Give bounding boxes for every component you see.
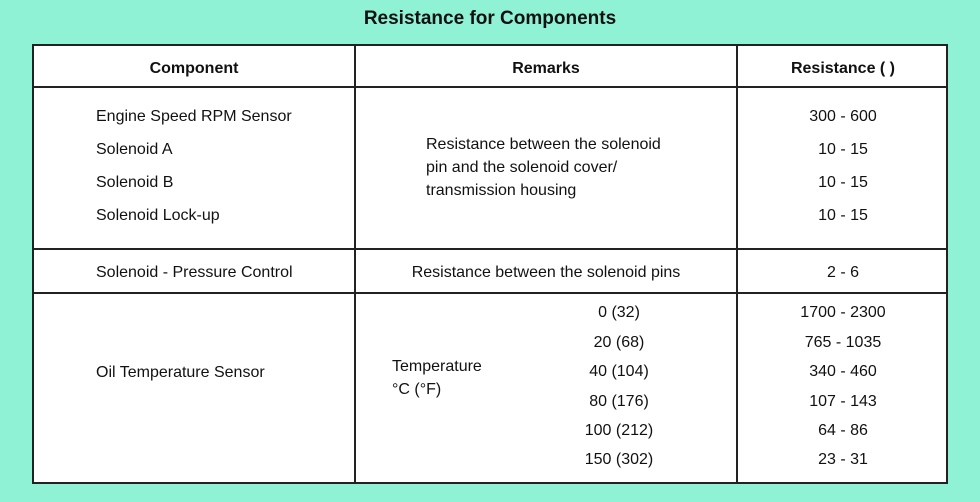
resistance-value: 765 - 1035 [804, 334, 882, 351]
component-name: Solenoid A [96, 141, 173, 158]
remarks-text: transmission housing [426, 182, 577, 199]
resistance-table [32, 44, 948, 484]
resistance-value: 2 - 6 [826, 264, 859, 281]
resistance-value: 10 - 15 [818, 141, 868, 158]
resistance-value: 10 - 15 [818, 207, 868, 224]
component-name: Solenoid B [96, 174, 174, 191]
remarks-text: Resistance between the solenoid [426, 136, 661, 153]
temperature-value: 0 (32) [598, 304, 640, 321]
remarks-text: Resistance between the solenoid pins [411, 264, 681, 281]
row-divider [34, 248, 946, 250]
header-resistance: Resistance ( ) [790, 60, 896, 77]
resistance-value: 300 - 600 [809, 108, 877, 125]
header-component: Component [149, 60, 239, 77]
component-name: Oil Temperature Sensor [96, 364, 265, 381]
page-title: Resistance for Components [363, 8, 617, 29]
temperature-value: 40 (104) [589, 363, 649, 380]
resistance-value: 23 - 31 [818, 451, 868, 468]
header-remarks: Remarks [512, 60, 580, 77]
temperature-value: 20 (68) [593, 334, 645, 351]
temperature-unit-label: °C (°F) [392, 381, 442, 398]
temperature-value: 150 (302) [584, 451, 654, 468]
remarks-text: pin and the solenoid cover/ [426, 159, 618, 176]
component-name: Solenoid - Pressure Control [96, 264, 293, 281]
header-divider [34, 86, 946, 88]
temperature-value: 100 (212) [584, 422, 654, 439]
component-name: Solenoid Lock-up [96, 207, 220, 224]
resistance-value: 340 - 460 [809, 363, 877, 380]
resistance-value: 107 - 143 [809, 393, 877, 410]
resistance-value: 1700 - 2300 [800, 304, 886, 321]
temperature-label: Temperature [392, 358, 482, 375]
resistance-value: 10 - 15 [818, 174, 868, 191]
resistance-value: 64 - 86 [818, 422, 868, 439]
temperature-value: 80 (176) [589, 393, 649, 410]
component-name: Engine Speed RPM Sensor [96, 108, 292, 125]
row-divider [34, 292, 946, 294]
